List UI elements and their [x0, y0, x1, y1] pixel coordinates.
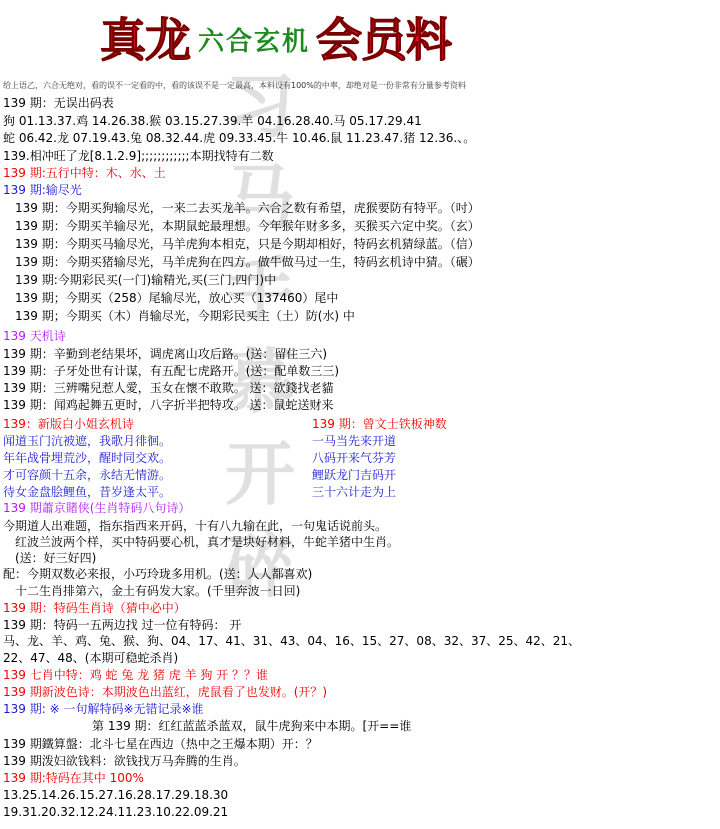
text-line: 第 139 期：红红蓝蓝杀蓝双，鼠牛虎狗来中本期。[开==谁 [92, 719, 412, 733]
poem-right-line: 八码开来气芬芳 [312, 451, 397, 465]
text-line: 139 期新波色诗：本期波色出蓝红，虎鼠看了也发财。(开？) [3, 685, 328, 699]
text-line: 139 期；今期买（木）肖输尽光，今期彩民买主（土）防(水) 中 [15, 309, 355, 323]
text-line: 139 期：子牙处世有计谋，有五配七虎路开。(送：配单数三三) [3, 364, 340, 378]
text-line: 139 期蕭京賭侠(生肖特码八句诗） [3, 501, 191, 515]
page-banner [100, 8, 620, 68]
text-line: 139 天机诗 [3, 329, 66, 343]
poem-left-title: 139：新版白小姐玄机诗 [3, 417, 134, 431]
poem-left-line: 年年战骨埋荒沙，醒时同交欢。 [3, 451, 172, 465]
text-line: 139 期；今期买（258）尾输尽光，放心买（137460）尾中 [15, 291, 339, 305]
banner-title-right: 会员料 [316, 13, 452, 67]
text-line: 19.31.20.32.12.24.11.23.10.22.09.21 [3, 805, 229, 819]
text-line: 139 期：今期买猪输尽光，马羊虎狗在四方。做牛做马过一生，特码玄机诗中猜。（碾） [15, 255, 480, 269]
poem-left-line: 待女金盘脍鲤鱼，昔岁逢太平。 [3, 485, 172, 499]
poem-left-line: 闻道玉门沆被遮，我歌月徘徊。 [3, 434, 172, 448]
text-line: 139 期:五行中特：木、水、土 [3, 166, 166, 180]
text-line: 139 期：三辨嘴兒惹人愛，玉女在懷不敢欺。 送：欲錢找老貓 [3, 381, 334, 395]
text-line: 139 期鐵算盤：北斗七星在西边（热中之王爆本期）开：？ [3, 737, 318, 751]
text-line: 139 期：特码一五两边找 过一位有特码： 开 [3, 618, 242, 632]
text-line: 139 期:特码在其中 100% [3, 771, 144, 785]
poem-right-title: 139 期：曾文士铁板神数 [312, 417, 447, 431]
text-line: 139 期：特码生肖诗（猜中必中） [3, 601, 186, 615]
text-line: 139 期：今期买羊输尽光，本期鼠蛇最理想。今年猴年财多多，买猴买六定中奖。（玄） [15, 219, 480, 233]
text-line: 139 七肖中特：鸡 蛇 兔 龙 猪 虎 羊 狗 开 ？？谁 [3, 668, 269, 682]
text-line: 139 期：今期买马输尽光，马羊虎狗本相克，只是今期却相好，特码玄机猜绿蓝。（信） [15, 237, 480, 251]
text-line: 139 期:输尽光 [3, 183, 82, 197]
text-line: 配：今期双数必来报，小巧玲珑多用机。(送：人人都喜欢) [3, 567, 313, 581]
text-line: 蛇 06.42.龙 07.19.43.兔 08.32.44.虎 09.33.45.牛 10.46.鼠 11.23.47.猪 12.36.、。 [3, 131, 476, 145]
banner-title-middle: 六合玄机 [198, 27, 311, 57]
watermark-char: 手 [225, 248, 295, 331]
text-line: 139.相冲旺了龙[8.1.2.9];;;;;;;;;;;;本期找特有二数 [3, 149, 274, 163]
text-line: 十二生肖排第六，金土有码发大家。(千里奔波一日回) [15, 584, 301, 598]
text-line: 13.25.14.26.15.27.16.28.17.29.18.30 [3, 788, 229, 802]
text-line: 红波兰波两个样，买中特码要心机，真才是块好材料，牛蛇羊猪中生肖。 [15, 535, 400, 549]
poem-right-line: 鲤跃龙门吉码开 [312, 468, 397, 482]
text-line: 139 期:今期彩民买(一门)输精光,买(三门,四门)中 [15, 273, 277, 287]
text-line: 139 期：今期买狗输尽光，一来二去买龙羊。六合之数有希望，虎猴要防有特平。（吋） [15, 201, 480, 215]
watermark-char: 碎 [225, 524, 295, 607]
banner-title-left: 真龙 [100, 13, 190, 67]
text-line: 139 期：辛勤到老结果坏，调虎离山攻后路。(送：留住三六) [3, 347, 328, 361]
text-line: 22、47、48、(本期可稳蛇杀肖) [3, 651, 179, 665]
poem-right-line: 一马当先来开道 [312, 434, 397, 448]
poem-right-line: 三十六计走为上 [312, 485, 397, 499]
text-line: 139 期: ※ 一句解特码※无错记录※谁 [3, 702, 204, 716]
watermark-char: 习 [225, 64, 295, 147]
text-line: 马、龙、羊、鸡、兔、猴、狗、04、17、41、31、43、04、16、15、27、08、32、37、25、42、21、 [3, 634, 581, 648]
watermark-char: 马 [225, 156, 295, 239]
disclaimer: 给上语乙，六合无绝对，看的误不一定看的中，看的该误不是一定最高，本料设有100%的中率，却绝对是一份非常有分量参考资料 [3, 81, 466, 90]
poem-left-line: 才可容颜十五余，永结无情游。 [3, 468, 172, 482]
watermark-char: 慕 [225, 340, 295, 423]
text-line: 今期道人出难题，指东指西来开码，十有八九输在此，一句鬼话说前头。 [3, 519, 388, 533]
text-line: 139 期泼妇欲钱料：欲钱找万马奔腾的生肖。 [3, 754, 246, 768]
text-line: 139 期：无误出码表 [3, 96, 114, 110]
text-line: 狗 01.13.37.鸡 14.26.38.猴 03.15.27.39.羊 04.16.28.40.马 05.17.29.41 [3, 114, 422, 128]
text-line: (送：好三好四) [15, 551, 97, 565]
watermark-char: 开 [225, 432, 295, 515]
text-line: 139 期：闻鸡起舞五更时，八字折半把特攻。 送：鼠蛇送财来 [3, 398, 334, 412]
